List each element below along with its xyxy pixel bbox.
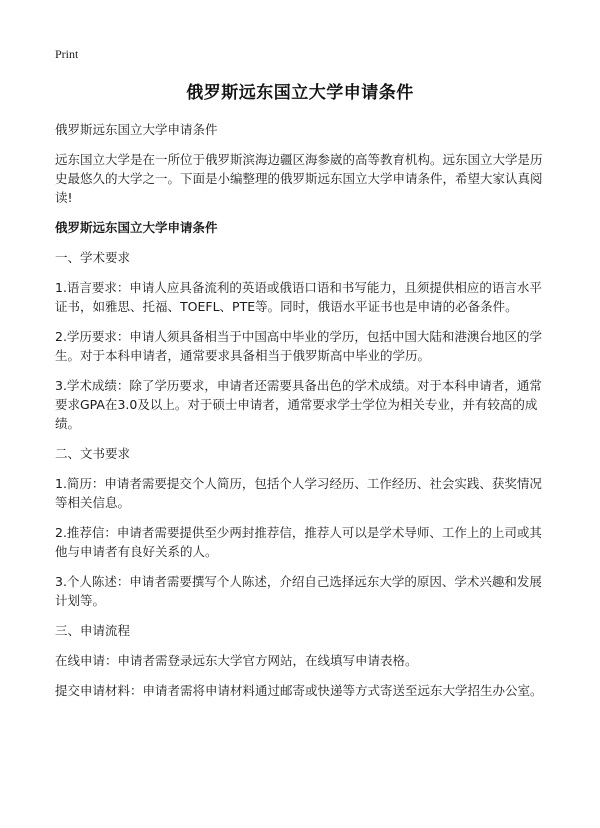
document-item-recommendation: 2.推荐信：申请者需要提供至少两封推荐信，推荐人可以是学术导师、工作上的上司或其他与申请者有良好关系的人。 [55, 525, 542, 559]
document-item-statement: 3.个人陈述：申请者需要撰写个人陈述，介绍自己选择远东大学的原因、学术兴趣和发展计划等。 [55, 574, 542, 608]
application-process-heading: 三、申请流程 [55, 623, 131, 638]
article-subtitle: 俄罗斯远东国立大学申请条件 [55, 122, 218, 137]
section-heading: 俄罗斯远东国立大学申请条件 [55, 220, 218, 235]
academic-requirements-heading: 一、学术要求 [55, 250, 131, 265]
page-title: 俄罗斯远东国立大学申请条件 [186, 83, 414, 103]
process-item-online: 在线申请：申请者需登录远东大学官方网站，在线填写申请表格。 [55, 653, 418, 668]
document-requirements-heading: 二、文书要求 [55, 446, 131, 461]
document-item-resume: 1.简历：申请者需要提交个人简历，包括个人学习经历、工作经历、社会实践、获奖情况等相关信息。 [55, 476, 542, 510]
print-label: Print [55, 47, 79, 61]
process-item-submit: 提交申请材料：申请者需将申请材料通过邮寄或快递等方式寄送至远东大学招生办公室。 [55, 683, 543, 698]
intro-paragraph: 远东国立大学是在一所位于俄罗斯滨海边疆区海参崴的高等教育机构。远东国立大学是历史最悠久的大学之一。下面是小编整理的俄罗斯远东国立大学申请条件，希望大家认真阅读! [55, 152, 543, 205]
article-body [55, 120, 553, 711]
academic-item-language: 1.语言要求：申请人应具备流利的英语或俄语口语和书写能力，且须提供相应的语言水平证书，如雅思、托福、TOEFL、PTE等。同时，俄语水平证书也是申请的必备条件。 [55, 280, 542, 314]
academic-item-grades: 3.学术成绩：除了学历要求，申请者还需要具备出色的学术成绩。对于本科申请者，通常要求GPA在3.0及以上。对于硕士申请者，通常要求学士学位为相关专业，并有较高的成绩。 [55, 378, 542, 431]
academic-item-education: 2.学历要求：申请人须具备相当于中国高中毕业的学历，包括中国大陆和港澳台地区的学生。对于本科申请者，通常要求具备相当于俄罗斯高中毕业的学历。 [55, 329, 542, 363]
